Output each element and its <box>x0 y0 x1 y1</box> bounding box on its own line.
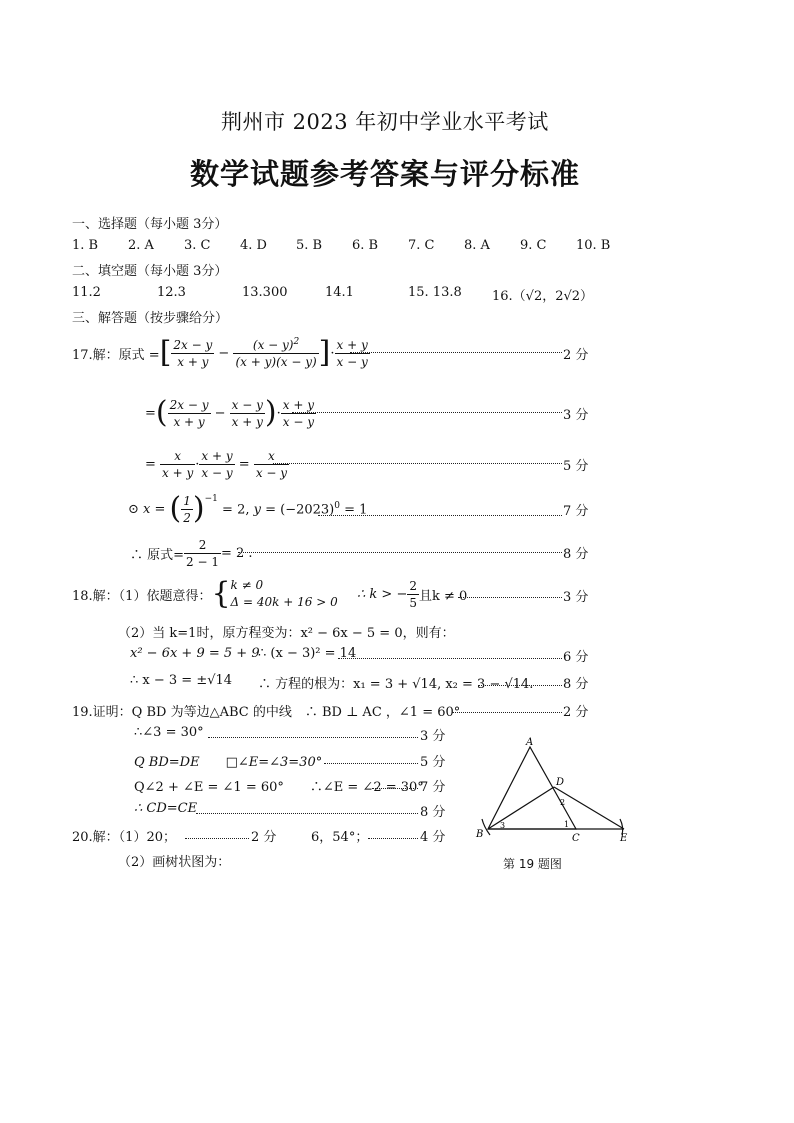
section-fill: 二、填空题（每小题 3分） <box>72 264 228 279</box>
system-eq-2: Δ = 40k + 16 > 0 <box>230 595 338 609</box>
answer-8: 8. A <box>464 238 490 253</box>
q19-line5: ∴ CD=CE <box>134 801 198 816</box>
q18-conclusion: ∴ k > − $\frac{2}{5}$ 且k ≠ 0 <box>357 578 468 610</box>
q17-label: 17.解：原式 = <box>72 347 160 363</box>
system-eq-1: k ≠ 0 <box>230 578 264 592</box>
answer-7: 7. C <box>408 238 435 253</box>
answer-14: 14.1 <box>325 285 354 300</box>
bracket-open: [ <box>159 335 172 370</box>
answer-15: 15. 13.8 <box>408 285 462 300</box>
dotted-leader <box>273 463 562 464</box>
answer-12: 12.3 <box>157 285 186 300</box>
fraction: $\frac{(x - y)^2}{(x + y)(x - y)}$ <box>235 337 317 369</box>
score-label: 3 分 <box>563 590 589 605</box>
dotted-leader <box>318 515 562 516</box>
answer-10: 10. B <box>576 238 611 253</box>
q18-step-d: ∴ 方程的根为：x₁ = 3 + √14, x₂ = 3 − √14. <box>258 677 534 692</box>
label-angle-1: 1 <box>564 820 570 829</box>
dotted-leader <box>478 685 562 686</box>
score-label: 5 分 <box>563 459 589 474</box>
score-label: 3 分 <box>563 408 589 423</box>
answer-6: 6. B <box>352 238 379 253</box>
dotted-leader <box>324 763 418 764</box>
score-label: 8 分 <box>420 805 446 820</box>
dotted-leader <box>372 788 418 789</box>
dotted-leader <box>458 597 562 598</box>
fill-answers-row <box>72 285 632 304</box>
label-a: A <box>526 737 534 748</box>
label-angle-3: 3 <box>500 821 506 830</box>
fraction: $\frac{2x - y}{x + y}$ <box>173 337 213 369</box>
q19-line4: Q∠2 + ∠E = ∠1 = 60° ∴∠E = ∠2 = 30° <box>134 780 424 795</box>
q17-step5-suffix: = 2 . <box>220 545 253 561</box>
score-label: 5 分 <box>420 755 446 770</box>
score-label: 2 分 <box>563 348 589 363</box>
dotted-leader <box>338 658 562 659</box>
dotted-leader <box>292 412 562 413</box>
choice-answers-row <box>72 238 632 254</box>
score-label: 8 分 <box>563 677 589 692</box>
q20-part2: （2）画树状图为： <box>118 855 231 870</box>
dotted-leader <box>196 813 418 814</box>
q18-line1: 18.解：（1）依题意得： { k ≠ 0 Δ = 40k + 16 > 0 <box>72 576 338 611</box>
bracket-close: ] <box>318 335 331 370</box>
q17-line1: 17.解：原式 = [ $\frac{2x - y}{x + y}$ − $\frac{(x - y)^2}{(x + y)(x - y)}$ ] · $\frac{x + y}{x - y}$ <box>72 335 368 370</box>
q18-concl-tail: 且k ≠ 0 <box>418 588 468 604</box>
q18-part2: （2）当 k=1时，原方程变为：x² − 6x − 5 = 0，则有： <box>118 626 455 641</box>
dotted-leader <box>208 737 418 738</box>
label-angle-2: 2 <box>560 798 566 807</box>
answer-2: 2. A <box>128 238 154 253</box>
answer-13: 13.300 <box>242 285 288 300</box>
dotted-leader <box>350 352 562 353</box>
q19-line3: Q BD=DE □∠E=∠3=30° <box>134 755 323 770</box>
answer-4: 4. D <box>240 238 267 253</box>
label-d: D <box>556 777 565 788</box>
score-label: 3 分 <box>420 729 446 744</box>
figure-caption: 第 19 题图 <box>503 857 562 871</box>
answer-1: 1. B <box>72 238 99 253</box>
score-label: 4 分 <box>420 830 446 845</box>
exam-title: 荆州市 2023 年初中学业水平考试 <box>221 110 549 134</box>
label-e: E <box>620 833 628 844</box>
answer-3: 3. C <box>184 238 211 253</box>
answer-5: 5. B <box>296 238 323 253</box>
dotted-leader <box>185 838 249 839</box>
answer-16: 16.（√2，2√2） <box>492 289 594 304</box>
score-label: 8 分 <box>563 547 589 562</box>
score-label: 7 分 <box>563 504 589 519</box>
q19-line2: ∴∠3 = 30° <box>134 725 204 740</box>
q18-step-b: ∴ (x − 3)² = 14 <box>258 646 357 661</box>
q18-concl: ∴ k > − <box>357 586 408 602</box>
answer-11: 11.2 <box>72 285 101 300</box>
label-b: B <box>476 829 484 840</box>
q17-line2: = ( $\frac{2x - y}{x + y}$ − $\frac{x - y}{x + y}$ ) · $\frac{x + y}{x - y}$ <box>145 395 314 430</box>
q18-label: 18.解：（1）依题意得： <box>72 588 212 604</box>
q18-step-a: x² − 6x + 9 = 5 + 9 <box>130 646 260 661</box>
q18-step-c: ∴ x − 3 = ±√14 <box>130 673 233 688</box>
dotted-leader <box>368 838 418 839</box>
score-label: 6 分 <box>563 650 589 665</box>
q17-line4: ⊙ x = ( $\frac{1}{2}$ ) −1 = 2, $y = (-2023)^0 = 1$ <box>128 491 368 526</box>
section-solve: 三、解答题（按步骤给分） <box>72 311 229 326</box>
score-label: 2 分 <box>251 830 277 845</box>
q17-step5-prefix: ∴ 原式= <box>130 547 185 563</box>
score-label: 2 分 <box>563 705 589 720</box>
fraction: $\frac{x + y}{x - y}$ <box>336 337 368 369</box>
q19-line1: 19.证明：Q BD 为等边△ABC 的中线 ∴ BD ⊥ AC ，∠1 = 60° <box>72 705 461 720</box>
q17-line3: = $\frac{x}{x + y}$ · $\frac{x + y}{x - y}$ = $\frac{x}{x - y}$ <box>145 448 288 480</box>
page-title: 数学试题参考答案与评分标准 <box>190 157 581 191</box>
dotted-leader <box>238 552 562 553</box>
triangle-figure <box>470 735 640 845</box>
q20-label: 20.解：（1）20； <box>72 830 176 845</box>
q20-mid: 6，54°； <box>311 830 369 845</box>
section-choice: 一、选择题（每小题 3分） <box>72 217 228 232</box>
q17-line5: ∴ 原式= $\frac{2}{2 - 1}$ = 2 . <box>130 537 253 569</box>
score-label: 7 分 <box>420 780 446 795</box>
answer-9: 9. C <box>520 238 547 253</box>
dotted-leader <box>452 712 562 713</box>
label-c: C <box>572 833 580 844</box>
